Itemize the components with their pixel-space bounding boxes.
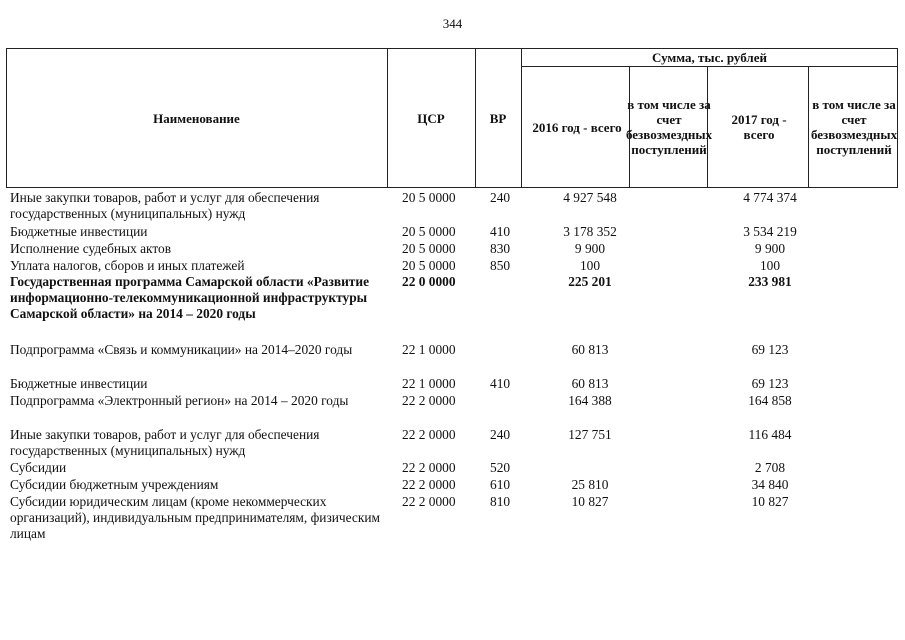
header-2016-total: 2016 год - всего xyxy=(532,119,622,135)
table-row xyxy=(10,190,900,224)
row-2017-total: 100 xyxy=(759,257,781,273)
row-2016-total: 100 xyxy=(579,257,601,273)
row-csr: 22 1 0000 xyxy=(402,375,456,391)
row-name: Бюджетные инвестиции xyxy=(10,375,148,391)
row-vr: 830 xyxy=(490,240,511,256)
table-row xyxy=(10,427,900,461)
row-2017-total: 34 840 xyxy=(751,477,789,493)
row-csr: 20 5 0000 xyxy=(402,240,456,256)
table-row xyxy=(10,494,900,545)
row-name: Государственная программа Самарской области «Развитие информационно-телекоммуникационной инфраструктуры Самарской области» на 2014 – 2020 годы xyxy=(10,274,370,322)
row-2017-total: 233 981 xyxy=(748,274,792,290)
row-csr: 22 2 0000 xyxy=(402,477,456,493)
row-name: Иные закупки товаров, работ и услуг для обеспечения государственных (муниципальных) нужд xyxy=(10,426,320,458)
row-csr: 22 2 0000 xyxy=(402,392,456,408)
row-2017-total: 10 827 xyxy=(751,494,789,510)
table-row xyxy=(10,258,900,275)
table-body xyxy=(10,190,900,545)
row-csr: 22 1 0000 xyxy=(402,342,456,358)
row-2017-total: 116 484 xyxy=(748,426,792,442)
table-row xyxy=(10,241,900,258)
row-name: Субсидии xyxy=(10,460,67,476)
table-row xyxy=(10,460,900,477)
table-row xyxy=(10,224,900,241)
row-name: Подпрограмма «Электронный регион» на 2014 – 2020 годы xyxy=(10,392,349,408)
table-header xyxy=(6,48,898,188)
table-row xyxy=(10,393,900,427)
row-csr: 20 5 0000 xyxy=(402,257,456,273)
row-2016-total: 25 810 xyxy=(571,477,609,493)
row-vr: 520 xyxy=(490,460,511,476)
row-2016-total: 10 827 xyxy=(571,494,609,510)
row-2016-total: 164 388 xyxy=(568,392,612,408)
row-name: Исполнение судебных актов xyxy=(10,240,172,256)
row-2017-total: 3 534 219 xyxy=(743,223,797,239)
row-name: Уплата налогов, сборов и иных платежей xyxy=(10,257,245,273)
row-csr: 20 5 0000 xyxy=(402,223,456,239)
header-2017-free: в том числе за счет безвозмездных поступлений xyxy=(810,97,898,157)
row-vr: 410 xyxy=(490,375,511,391)
row-name: Субсидии бюджетным учреждениям xyxy=(10,477,219,493)
header-name: Наименование xyxy=(153,110,240,126)
row-2016-total: 127 751 xyxy=(568,426,612,442)
row-vr: 410 xyxy=(490,223,511,239)
row-2017-total: 9 900 xyxy=(754,240,786,256)
table-row xyxy=(10,376,900,393)
row-2016-total: 60 813 xyxy=(571,375,609,391)
row-vr: 610 xyxy=(490,477,511,493)
row-csr: 22 2 0000 xyxy=(402,494,456,510)
row-name: Субсидии юридическим лицам (кроме некоммерческих организаций), индивидуальным предпринимателям, физическим лицам xyxy=(10,494,380,542)
row-2016-total: 3 178 352 xyxy=(563,223,617,239)
table-row xyxy=(10,274,900,342)
row-2016-total: 9 900 xyxy=(574,240,606,256)
page-number: 344 xyxy=(442,16,463,31)
row-2016-total: 225 201 xyxy=(568,274,612,290)
row-2016-total: 4 927 548 xyxy=(563,190,617,205)
header-csr: ЦСР xyxy=(417,110,445,126)
table-row xyxy=(10,477,900,494)
row-2017-total: 4 774 374 xyxy=(743,190,797,205)
header-2017-total: 2017 год - всего xyxy=(731,112,787,142)
row-vr: 240 xyxy=(490,190,511,205)
row-name: Иные закупки товаров, работ и услуг для обеспечения государственных (муниципальных) нужд xyxy=(10,190,320,221)
row-csr: 22 0 0000 xyxy=(402,274,456,290)
row-vr: 240 xyxy=(490,426,511,442)
table-row xyxy=(10,342,900,376)
row-name: Бюджетные инвестиции xyxy=(10,223,148,239)
row-vr: 850 xyxy=(490,257,511,273)
row-2016-total: 60 813 xyxy=(571,342,609,358)
row-csr: 20 5 0000 xyxy=(402,190,456,205)
row-vr: 810 xyxy=(490,494,511,510)
row-2017-total: 2 708 xyxy=(754,460,786,476)
header-sum: Сумма, тыс. рублей xyxy=(652,49,767,65)
header-vr: ВР xyxy=(489,110,507,126)
header-2016-free: в том числе за счет безвозмездных поступлений xyxy=(625,97,713,157)
row-csr: 22 2 0000 xyxy=(402,460,456,476)
row-csr: 22 2 0000 xyxy=(402,426,456,442)
row-2017-total: 69 123 xyxy=(751,375,789,391)
row-name: Подпрограмма «Связь и коммуникации» на 2014–2020 годы xyxy=(10,342,353,358)
row-2017-total: 69 123 xyxy=(751,342,789,358)
row-2017-total: 164 858 xyxy=(748,392,792,408)
